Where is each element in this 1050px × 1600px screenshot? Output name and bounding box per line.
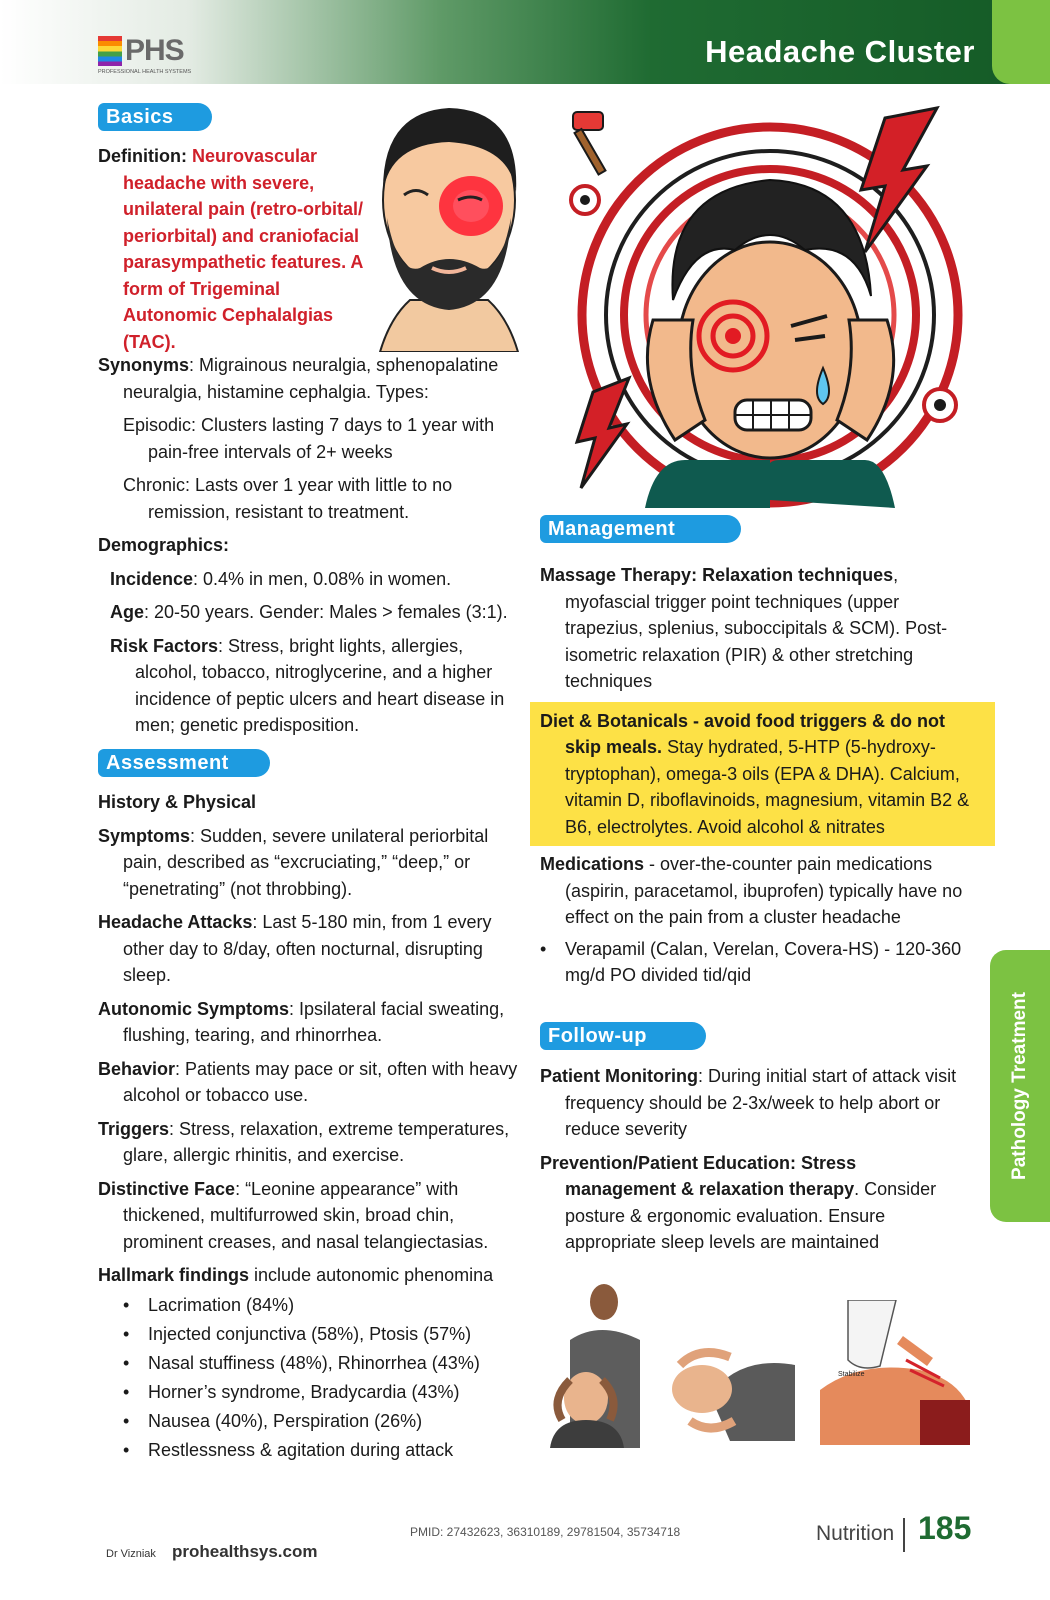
definition-text: Neurovascular headache with severe, unilateral pain (retro-orbital/ periorbital) and craniofacial parasympathetic features. A form of Trigeminal Autonomic Cephalalgias (TAC).	[123, 146, 364, 352]
monitoring-text: : During initial start of attack visit frequency should be 2-3x/week to help abort or reduce severity	[565, 1066, 957, 1139]
footer-pmid: PMID: 27432623, 36310189, 29781504, 35734718	[410, 1525, 681, 1539]
episodic-text: Episodic: Clusters lasting 7 days to 1 year with pain-free intervals of 2+ weeks	[123, 415, 495, 462]
massage-text: , myofascial trigger point techniques (upper trapezius, splenius, suboccipitals & SCM). Post-isometric relaxation (PIR) & other stretching techniques	[565, 565, 948, 691]
target-center	[580, 195, 590, 205]
symptoms-text: : Sudden, severe unilateral periorbital pain, described as “excruciating,” “deep,” or “penetrating” (not throbbing).	[123, 825, 489, 899]
header-tab-corner	[992, 0, 1050, 84]
incidence-label: Incidence	[110, 568, 194, 589]
massage-photo-1	[540, 1280, 660, 1448]
phs-logo	[98, 34, 192, 80]
photo-caption: Stabilize	[838, 1371, 865, 1378]
target-center	[934, 399, 946, 411]
list-item: • Nasal stuffiness (48%), Rhinorrhea (43%)	[98, 1349, 523, 1378]
medications-text: - over-the-counter pain medications (aspirin, paracetamol, ibuprofen) typically have no effect on the pain from a cluster headache	[565, 854, 963, 927]
behavior-text: : Patients may pace or sit, often with heavy alcohol or tobacco use.	[123, 1058, 518, 1105]
management-block	[540, 562, 970, 989]
prevention-text: . Consider posture & ergonomic evaluation. Ensure appropriate sleep levels are maintained	[565, 1179, 937, 1252]
rainbow-flag-icon	[98, 36, 122, 66]
verapamil-text: Verapamil (Calan, Verelan, Covera-HS) - 120-360 mg/d PO divided tid/qid	[565, 938, 962, 985]
prevention-label: Prevention/Patient Education	[540, 1152, 791, 1173]
patient-head	[564, 1372, 608, 1424]
massage-bold: : Relaxation techniques	[691, 565, 894, 585]
symptoms-label: Symptoms	[98, 825, 191, 846]
history-physical-label: History & Physical	[98, 792, 257, 812]
basics-heading: Basics	[98, 103, 212, 131]
prevention-bold: : Stress management & relaxation therapy	[565, 1152, 857, 1199]
age-label: Age	[110, 602, 145, 622]
chronic-text: Chronic: Lasts over 1 year with little to no remission, resistant to treatment.	[123, 475, 453, 522]
logo-text: PHS	[125, 34, 184, 67]
followup-block	[540, 1063, 965, 1263]
distinctive-face-label: Distinctive Face	[98, 1178, 236, 1199]
list-item: • Horner’s syndrome, Bradycardia (43%)	[98, 1378, 523, 1407]
therapist-head	[590, 1284, 618, 1320]
side-tab-pathology-treatment[interactable]	[990, 950, 1050, 1222]
diet-text: Stay hydrated, 5-HTP (5-hydroxy-tryptophan), omega-3 oils (EPA & DHA). Calcium, vitamin D, riboflavinoids, magnesium, vitamin B2 & B6, electrolytes. Avoid alcohol & nitrates	[565, 737, 970, 837]
synonyms-text: : Migrainous neuralgia, sphenopalatine neuralgia, histamine cephalgia. Types:	[123, 355, 499, 402]
logo-subtitle: PROFESSIONAL HEALTH SYSTEMS	[98, 69, 192, 75]
attacks-text: : Last 5-180 min, from 1 every other day to 8/day, often nocturnal, disrupting sleep.	[123, 912, 492, 985]
page-number: 185	[918, 1510, 972, 1546]
synonyms-label: Synonyms	[98, 355, 190, 375]
hallmark-label: Hallmark findings	[98, 1265, 250, 1285]
triggers-text: : Stress, relaxation, extreme temperatures, glare, allergic rhinitis, and exercise.	[123, 1118, 510, 1165]
massage-photo-2	[670, 1335, 795, 1441]
footer-divider	[903, 1518, 905, 1552]
side-tab-label: Pathology Treatment	[1009, 992, 1030, 1180]
incidence-text: : 0.4% in men, 0.08% in women.	[193, 568, 452, 589]
attacks-label: Headache Attacks	[98, 912, 253, 932]
footer-category: Nutrition	[816, 1522, 895, 1545]
page-title: Headache Cluster	[705, 34, 975, 69]
header-banner	[0, 0, 1050, 84]
autonomic-text: : Ipsilateral facial sweating, flushing, tearing, and rhinorrhea.	[123, 998, 505, 1045]
behavior-label: Behavior	[98, 1058, 176, 1079]
monitoring-label: Patient Monitoring	[540, 1066, 698, 1086]
triggers-label: Triggers	[98, 1118, 170, 1139]
assessment-heading: Assessment	[98, 749, 270, 777]
headache-illustration	[565, 100, 975, 508]
diet-highlight-box	[530, 702, 995, 847]
demographics-label: Demographics:	[98, 535, 230, 555]
medication-list	[540, 936, 970, 989]
age-text: : 20-50 years. Gender: Males > females (3:1).	[144, 602, 508, 622]
list-item: • Restlessness & agitation during attack	[98, 1436, 523, 1465]
hallmark-text: include autonomic phenomina	[249, 1265, 494, 1285]
diet-label: Diet & Botanicals - avoid food triggers & do not skip meals.	[540, 710, 946, 757]
pain-center	[725, 328, 741, 344]
list-item: • Injected conjunctiva (58%), Ptosis (57%)	[98, 1320, 523, 1349]
list-item: • Nausea (40%), Perspiration (26%)	[98, 1407, 523, 1436]
footer-author: Dr Vizniak	[106, 1548, 156, 1560]
list-item: • Lacrimation (84%)	[98, 1291, 523, 1320]
risk-factors-label: Risk Factors	[110, 635, 219, 656]
followup-heading: Follow-up	[540, 1022, 706, 1050]
assessment-block	[98, 789, 523, 1465]
shirt-shape	[769, 460, 895, 508]
autonomic-label: Autonomic Symptoms	[98, 998, 290, 1019]
footer-website-link[interactable]: prohealthsys.com	[172, 1542, 318, 1561]
hallmark-list	[98, 1291, 523, 1465]
distinctive-face-text: : “Leonine appearance” with thickened, multifurrowed skin, broad chin, prominent creases, and nasal telangiectasias.	[123, 1178, 489, 1252]
list-item	[540, 936, 970, 989]
face-illustration	[370, 100, 528, 352]
medications-label: Medications	[540, 854, 645, 874]
massage-photo-3	[820, 1300, 970, 1445]
definition-label: Definition:	[98, 146, 192, 166]
risk-factors-text: : Stress, bright lights, allergies, alcohol, tobacco, nitroglycerine, and a higher incidence of peptic ulcers and heart disease in men; genetic predisposition.	[135, 635, 505, 735]
pain-spot-core	[453, 190, 489, 222]
massage-label: Massage Therapy	[540, 565, 692, 585]
definition-block	[98, 143, 378, 362]
management-heading: Management	[540, 515, 741, 543]
patient-head	[672, 1365, 732, 1413]
basics-block	[98, 352, 518, 746]
patient-shorts	[920, 1400, 970, 1445]
